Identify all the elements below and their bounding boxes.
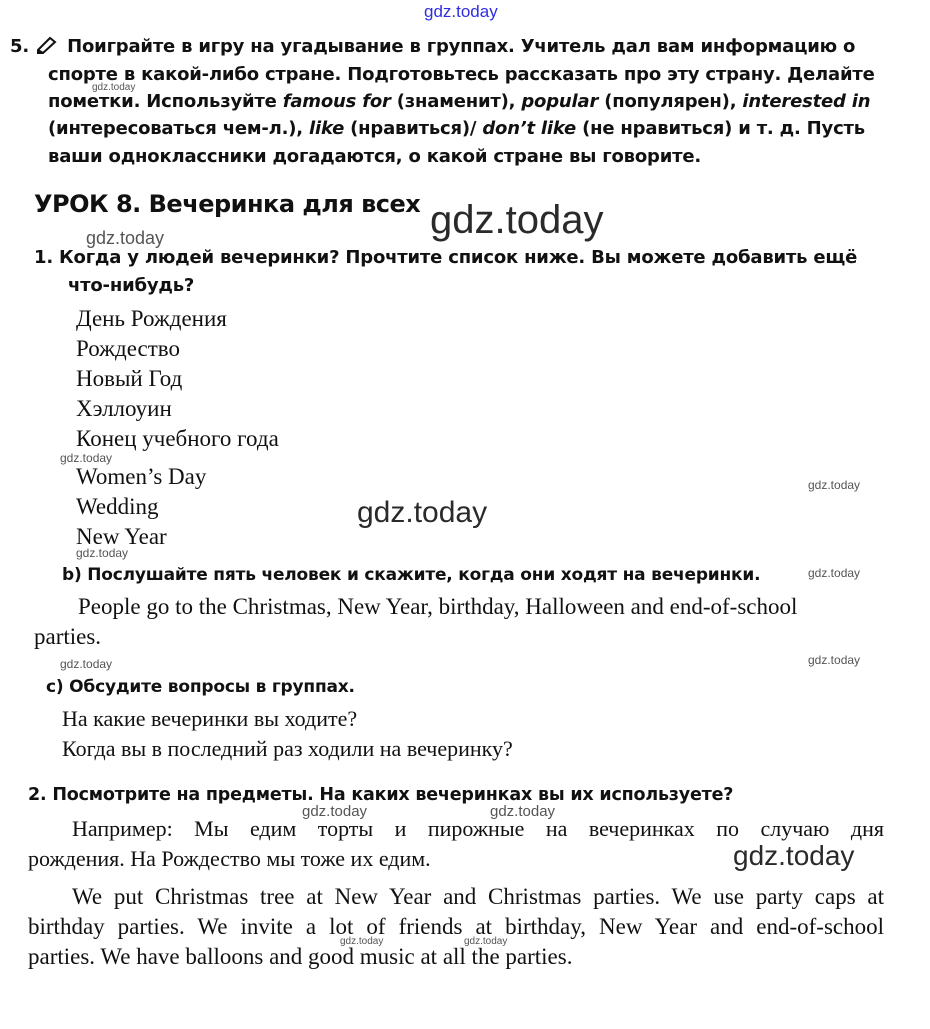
task5-line4-text-c: (не нравиться) и т. д. Пусть [576,118,865,139]
task2-answer-line2: birthday parties. We invite a lot of friends at birthday, New Year and end-of-school [28,914,884,939]
list-item: Конец учебного года [76,426,279,451]
phrase-interested-in: interested in [742,91,871,112]
watermark-small[interactable]: gdz.today [86,228,165,248]
task5-line3 [48,91,870,112]
task1-b-answer-line1: People go to the Christmas, New Year, birthday, Halloween and end-of-school [78,594,798,619]
list-item: New Year [76,524,167,549]
watermark-large[interactable]: gdz.today [430,198,604,242]
task2-answer-line1: We put Christmas tree at New Year and Christmas parties. We use party caps at [72,884,884,909]
watermark-small[interactable]: gdz.today [60,657,113,671]
task5-number: 5. [10,36,29,57]
task1-c-label: c) Обсудите вопросы в группах. [46,677,355,697]
task5-line4-text-a: (интересоваться чем-л.), [48,118,309,139]
task5-line3-text-a: пометки. Используйте [48,91,283,112]
watermark-large[interactable]: gdz.today [733,840,855,871]
lesson-title: УРОК 8. Вечеринка для всех [34,190,421,218]
list-item: Wedding [76,494,159,519]
task1-line1: 1. Когда у людей вечеринки? Прочтите список ниже. Вы можете добавить ещё [34,247,858,268]
watermark-top[interactable]: gdz.today [424,2,498,21]
task5-line4-text-b: (нравиться)/ [344,118,483,139]
task1-b-label: b) Послушайте пять человек и скажите, когда они ходят на вечеринки. [62,565,761,585]
task5-text-line1: Поиграйте в игру на угадывание в группах. Учитель дал вам информацию о [67,36,856,57]
task1-c-question: Когда вы в последний раз ходили на вечеринку? [62,736,513,761]
phrase-popular: popular [521,91,599,112]
watermark-small[interactable]: gdz.today [340,936,384,947]
phrase-like: like [309,118,345,139]
phrase-famous-for: famous for [282,91,391,112]
list-item: Хэллоуин [76,396,172,421]
watermark-small[interactable]: gdz.today [808,566,861,580]
watermark-small[interactable]: gdz.today [808,478,861,492]
task2-example-line2: рождения. На Рождество мы тоже их едим. [28,846,431,871]
task1-line2: что-нибудь? [68,275,195,296]
watermark-small[interactable]: gdz.today [60,451,113,465]
watermark-small[interactable]: gdz.today [92,82,136,93]
watermark-small[interactable]: gdz.today [490,803,556,820]
list-item: Women’s Day [76,464,207,489]
list-item: Новый Год [76,366,183,391]
phrase-dont-like: don’t like [482,118,577,139]
task1-c-question: На какие вечеринки вы ходите? [62,706,358,731]
task1-b-answer-line2: parties. [34,624,102,649]
watermark-small[interactable]: gdz.today [464,936,508,947]
task5-line3-text-b: (знаменит), [390,91,522,112]
task2-label: 2. Посмотрите на предметы. На каких вечеринках вы их используете? [28,785,734,805]
list-item: Рождество [76,336,180,361]
task5-line1 [10,36,855,57]
task2-answer-line3: parties. We have balloons and good music at all the parties. [28,944,573,969]
list-item: День Рождения [76,306,227,331]
task5-line4 [48,118,865,139]
pencil-icon [35,36,57,54]
task5-line3-text-c: (популярен), [598,91,743,112]
task5-line5: ваши одноклассники догадаются, о какой стране вы говорите. [48,146,702,167]
watermark-small[interactable]: gdz.today [808,653,861,667]
task2-example-line1: Например: Мы едим торты и пирожные на вечеринках по случаю дня [72,816,884,841]
task5-line2: спорте в какой-либо стране. Подготовьтесь рассказать про эту страну. Делайте [48,64,875,85]
watermark-small[interactable]: gdz.today [302,803,368,820]
watermark-large[interactable]: gdz.today [357,496,488,529]
watermark-small[interactable]: gdz.today [76,546,129,560]
